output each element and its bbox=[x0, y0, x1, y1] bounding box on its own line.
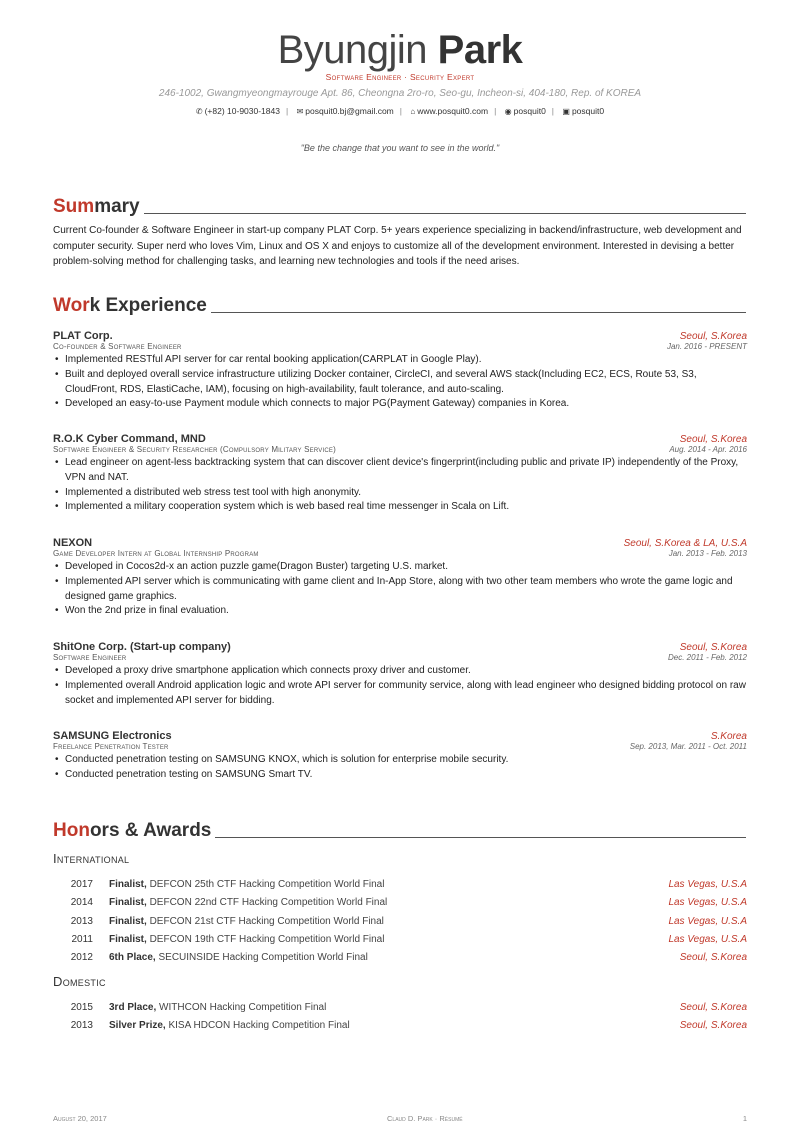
footer-date: August 20, 2017 bbox=[53, 1114, 107, 1123]
linkedin-icon: ▣ bbox=[562, 107, 570, 116]
location: Seoul, S.Korea & LA, U.S.A bbox=[623, 538, 747, 549]
subhead-domestic: Domestic bbox=[53, 974, 106, 989]
role: Freelance Penetration Tester bbox=[53, 742, 169, 751]
list-item: • Built and deployed overall service infrastructure utilizing Docker container, CircleCI, and several AWS stack(Including EC2, ECS, Route 53, S3, CloudFront, RDS, ElastiCache, IAM), focusing on high-availability, fault tolerance, and auto-scaling. bbox=[65, 368, 747, 398]
date: Aug. 2014 - Apr. 2016 bbox=[669, 445, 747, 454]
honor-year: 2017 bbox=[70, 879, 93, 890]
date: Dec. 2011 - Feb. 2012 bbox=[667, 653, 747, 662]
honor-year: 2012 bbox=[70, 952, 93, 963]
honor-prize: Finalist, bbox=[109, 897, 147, 908]
honor-prize: 6th Place, bbox=[109, 952, 156, 963]
location: Seoul, S.Korea bbox=[679, 434, 747, 445]
honor-year: 2011 bbox=[71, 934, 93, 945]
summary-text: Current Co-founder & Software Engineer in start-up company PLAT Corp. 5+ years experience specializing in backend/infrastructure, web development and computer security. Super nerd who loves Vim, Linux and OS X and enjoys to customize all of the development environment. Interested in devising a better problem-solving method for challenging tasks, and learning new technologies and tools if the need arises. bbox=[53, 225, 742, 267]
experience-entry bbox=[53, 730, 747, 783]
email-icon: ✉ bbox=[296, 107, 304, 116]
first-name: Byungjin bbox=[277, 28, 428, 72]
section-rule bbox=[215, 837, 746, 838]
section-rule bbox=[144, 213, 746, 214]
honor-row bbox=[53, 933, 747, 947]
contact-bar: ✆ (+82) 10-9030-1843 | ✉ posquit0.bj@gmail.com | ⌂ www.posquit0.com | ◉ posquit0 | ▣ posquit0 bbox=[195, 106, 605, 116]
role: Co-founder & Software Engineer bbox=[53, 342, 182, 351]
page-number: 1 bbox=[742, 1114, 747, 1123]
subhead-international: International bbox=[53, 851, 130, 866]
honor-event: DEFCON 22nd CTF Hacking Competition World Final bbox=[149, 897, 388, 908]
list-item: • Implemented RESTful API server for car rental booking application(CARPLAT in Google Play). bbox=[65, 353, 747, 368]
home-icon: ⌂ bbox=[410, 107, 416, 116]
role: Game Developer Intern at Global Internship Program bbox=[53, 549, 259, 558]
date: Jan. 2016 - PRESENT bbox=[666, 342, 747, 351]
honor-year: 2014 bbox=[70, 897, 93, 908]
list-item: • Developed a proxy drive smartphone application which connects proxy driver and customer. bbox=[65, 664, 747, 679]
experience-entry bbox=[53, 433, 747, 515]
honor-location: Seoul, S.Korea bbox=[679, 1020, 747, 1031]
honor-event: KISA HDCON Hacking Competition Final bbox=[168, 1020, 350, 1031]
org-name: ShitOne Corp. (Start-up company) bbox=[53, 641, 231, 653]
org-name: R.O.K Cyber Command, MND bbox=[53, 433, 206, 445]
honor-location: Las Vegas, U.S.A bbox=[668, 916, 747, 927]
contact-email[interactable]: ✉ posquit0.bj@gmail.com bbox=[296, 106, 394, 116]
contact-linkedin[interactable]: ▣ posquit0 bbox=[562, 106, 605, 116]
experience-entry bbox=[53, 537, 747, 619]
honor-year: 2013 bbox=[70, 916, 93, 927]
experience-entry bbox=[53, 330, 747, 412]
honor-event: WITHCON Hacking Competition Final bbox=[159, 1002, 327, 1013]
quote: "Be the change that you want to see in the world." bbox=[300, 143, 500, 153]
honor-event: SECUINSIDE Hacking Competition World Final bbox=[158, 952, 368, 963]
honor-prize: Finalist, bbox=[109, 934, 147, 945]
date: Sep. 2013, Mar. 2011 - Oct. 2011 bbox=[629, 742, 747, 751]
section-title-honors: Honors & Awards bbox=[53, 820, 746, 842]
position-title: Software Engineer · Security Expert bbox=[325, 72, 475, 82]
honor-location: Seoul, S.Korea bbox=[679, 1002, 747, 1013]
full-name bbox=[0, 28, 800, 72]
list-item: • Implemented a distributed web stress test tool with high anonymity. bbox=[65, 486, 747, 501]
location: Seoul, S.Korea bbox=[679, 642, 747, 653]
honor-event: DEFCON 19th CTF Hacking Competition World Final bbox=[149, 934, 385, 945]
list-item: • Developed an easy-to-use Payment module which connects to major PG(Payment Gateway) companies in Korea. bbox=[65, 397, 747, 412]
contact-github[interactable]: ◉ posquit0 bbox=[504, 106, 546, 116]
list-item: • Implemented overall Android application logic and wrote API server for community service, along with lead engineer who designed bidding protocol on raw socket and implemented API server for bidding. bbox=[65, 679, 747, 709]
date: Jan. 2013 - Feb. 2013 bbox=[668, 549, 747, 558]
last-name: Park bbox=[437, 28, 523, 72]
list-item: • Won the 2nd prize in final evaluation. bbox=[65, 604, 747, 619]
section-title-summary: Summary bbox=[53, 196, 746, 218]
honor-row bbox=[53, 1019, 747, 1033]
honor-location: Seoul, S.Korea bbox=[679, 952, 747, 963]
list-item: • Lead engineer on agent-less backtracking system that can discover client device's fingerprint(including public and private IP) independently of the Proxy, VPN and NAT. bbox=[65, 456, 747, 486]
footer-name: Claud D. Park · Résumé bbox=[387, 1114, 463, 1123]
honor-event: DEFCON 21st CTF Hacking Competition World Final bbox=[149, 916, 384, 927]
honor-location: Las Vegas, U.S.A bbox=[668, 934, 747, 945]
role: Software Engineer bbox=[53, 653, 127, 662]
list-item: • Developed in Cocos2d-x an action puzzle game(Dragon Buster) targeting U.S. market. bbox=[65, 560, 747, 575]
honor-prize: 3rd Place, bbox=[109, 1002, 157, 1013]
section-title-experience: Work Experience bbox=[53, 295, 746, 317]
section-rule bbox=[211, 312, 746, 313]
honor-year: 2013 bbox=[70, 1020, 93, 1031]
role: Software Engineer & Security Researcher (Compulsory Military Service) bbox=[53, 445, 336, 454]
list-item: • Conducted penetration testing on SAMSUNG KNOX, which is solution for enterprise mobile security. bbox=[65, 753, 747, 768]
org-name: SAMSUNG Electronics bbox=[53, 730, 172, 742]
phone-icon: ✆ bbox=[195, 107, 203, 116]
honor-row bbox=[53, 915, 747, 929]
org-name: PLAT Corp. bbox=[53, 330, 113, 342]
contact-homepage[interactable]: ⌂ www.posquit0.com bbox=[410, 106, 489, 116]
experience-entry bbox=[53, 641, 747, 708]
org-name: NEXON bbox=[53, 537, 93, 549]
contact-phone[interactable]: ✆ (+82) 10-9030-1843 bbox=[195, 106, 280, 116]
honor-prize: Finalist, bbox=[109, 916, 147, 927]
honor-row bbox=[53, 951, 747, 965]
honor-row bbox=[53, 878, 747, 892]
honor-prize: Finalist, bbox=[109, 879, 147, 890]
page-footer bbox=[53, 1114, 747, 1123]
github-icon: ◉ bbox=[504, 107, 512, 116]
honor-prize: Silver Prize, bbox=[109, 1020, 166, 1031]
list-item: • Conducted penetration testing on SAMSUNG Smart TV. bbox=[65, 768, 747, 783]
location: Seoul, S.Korea bbox=[679, 331, 747, 342]
honor-location: Las Vegas, U.S.A bbox=[668, 897, 747, 908]
location: S.Korea bbox=[710, 731, 747, 742]
honor-row bbox=[53, 896, 747, 910]
honor-year: 2015 bbox=[70, 1002, 93, 1013]
address: 246-1002, Gwangmyeongmayrouge Apt. 86, Cheongna 2ro-ro, Seo-gu, Incheon-si, 404-180, Rep. of KOREA bbox=[158, 88, 642, 99]
honor-row bbox=[53, 1001, 747, 1015]
honor-location: Las Vegas, U.S.A bbox=[668, 879, 747, 890]
list-item: • Implemented a military cooperation system which is web based real time messenger in Scala on Lift. bbox=[65, 500, 747, 515]
honor-event: DEFCON 25th CTF Hacking Competition World Final bbox=[149, 879, 385, 890]
list-item: • Implemented API server which is communicating with game client and In-App Store, along with two other team members who wrote the game logic and designed game graphics. bbox=[65, 575, 747, 605]
